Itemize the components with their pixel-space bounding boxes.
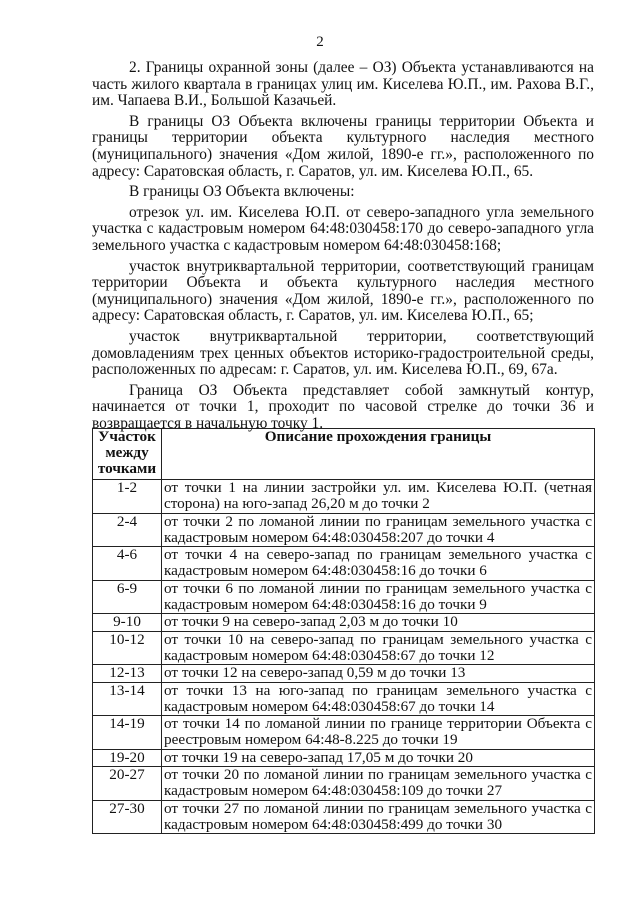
segment-cell: 13-14 xyxy=(93,682,162,716)
description-cell: от точки 20 по ломаной линии по границам земельного участка с кадастровым номером 64:48:030458:109 до точки 27 xyxy=(162,767,595,801)
description-cell: от точки 13 на юго-запад по границам земельного участка с кадастровым номером 64:48:030458:67 до точки 14 xyxy=(162,682,595,716)
description-cell: от точки 14 по ломаной линии по границе территории Объекта с реестровым номером 64:48-8.225 до точки 19 xyxy=(162,716,595,750)
header-segment xyxy=(93,429,162,480)
segment-cell: 19-20 xyxy=(93,749,162,766)
description-cell: от точки 27 по ломаной линии по границам земельного участка с кадастровым номером 64:48:030458:499 до точки 30 xyxy=(162,800,595,834)
description-cell: от точки 4 на северо-запад по границам земельного участка с кадастровым номером 64:48:030458:16 до точки 6 xyxy=(162,547,595,581)
table-row xyxy=(93,800,595,834)
paragraph: Граница ОЗ Объекта представляет собой замкнутый контур, начинается от точки 1, проходит по часовой стрелке до точки 36 и возвращается в начальную точку 1. xyxy=(92,381,594,432)
segment-cell: 20-27 xyxy=(93,767,162,801)
segment-cell: 2-4 xyxy=(93,513,162,547)
paragraph: В границы ОЗ Объекта включены: xyxy=(129,183,355,201)
header-segment-line: Участок xyxy=(98,428,156,445)
page-number: 2 xyxy=(316,34,324,50)
paragraph: отрезок ул. им. Киселева Ю.П. от северо-западного угла земельного участка с кадастровым номером 64:48:030458:170 до северо-западного угла земельного участка с кадастровым номером 64:48:030458:168; xyxy=(92,203,594,254)
table-row xyxy=(93,480,595,514)
table-row xyxy=(93,614,595,631)
paragraph: В границы ОЗ Объекта включены границы территории Объекта и границы территории объекта культурного наследия местного (муниципального) значения «Дом жилой, 1890-е гг.», расположенного по адресу: Саратовская область, г. Саратов, ул. им. Киселева Ю.П., 65. xyxy=(92,112,594,180)
paragraph: участок внутриквартальной территории, соответствующий домовладениям трех ценных объектов историко-градостроительной среды, расположенных по адресам: г. Саратов, ул. им. Киселева Ю.П., 69, 67а. xyxy=(92,327,594,379)
table-row xyxy=(93,767,595,801)
segment-cell: 4-6 xyxy=(93,547,162,581)
table-row xyxy=(93,665,595,682)
table-row xyxy=(93,580,595,614)
segment-cell: 9-10 xyxy=(93,614,162,631)
description-cell: от точки 1 на линии застройки ул. им. Киселева Ю.П. (четная сторона) на юго-запад 26,20 м до точки 2 xyxy=(162,480,595,514)
segment-cell: 1-2 xyxy=(93,480,162,514)
table-header-row xyxy=(93,429,595,480)
description-cell: от точки 6 по ломаной линии по границам земельного участка с кадастровым номером 64:48:030458:16 до точки 9 xyxy=(162,580,595,614)
table-row xyxy=(93,716,595,750)
boundary-table xyxy=(92,428,595,834)
segment-cell: 10-12 xyxy=(93,631,162,665)
description-cell: от точки 12 на северо-запад 0,59 м до точки 13 xyxy=(162,665,595,682)
segment-cell: 6-9 xyxy=(93,580,162,614)
body-text xyxy=(92,60,594,436)
table-row xyxy=(93,513,595,547)
paragraph: 2. Границы охранной зоны (далее – ОЗ) Объекта устанавливаются на часть жилого квартала в границах улиц им. Киселева Ю.П., им. Рахова В.Г., им. Чапаева В.И., Большой Казачьей. xyxy=(92,59,594,110)
description-cell: от точки 19 на северо-запад 17,05 м до точки 20 xyxy=(162,749,595,766)
paragraph: участок внутриквартальной территории, соответствующий границам территории Объекта и объекта культурного наследия местного (муниципального) значения «Дом жилой, 1890-е гг.», расположенного по адресу: Саратовская область, г. Саратов, ул. им. Киселева Ю.П., 65; xyxy=(92,257,594,325)
description-cell: от точки 9 на северо-запад 2,03 м до точки 10 xyxy=(162,614,595,631)
segment-cell: 27-30 xyxy=(93,800,162,834)
table-row xyxy=(93,749,595,766)
description-cell: от точки 2 по ломаной линии по границам земельного участка с кадастровым номером 64:48:030458:207 до точки 4 xyxy=(162,513,595,547)
table-row xyxy=(93,682,595,716)
segment-cell: 12-13 xyxy=(93,665,162,682)
table-row xyxy=(93,631,595,665)
segment-cell: 14-19 xyxy=(93,716,162,750)
header-description: Описание прохождения границы xyxy=(162,429,595,480)
table-row xyxy=(93,547,595,581)
header-segment-line: точками xyxy=(97,460,157,477)
description-cell: от точки 10 на северо-запад по границам земельного участка с кадастровым номером 64:48:030458:67 до точки 12 xyxy=(162,631,595,665)
header-segment-line: между xyxy=(105,444,149,461)
